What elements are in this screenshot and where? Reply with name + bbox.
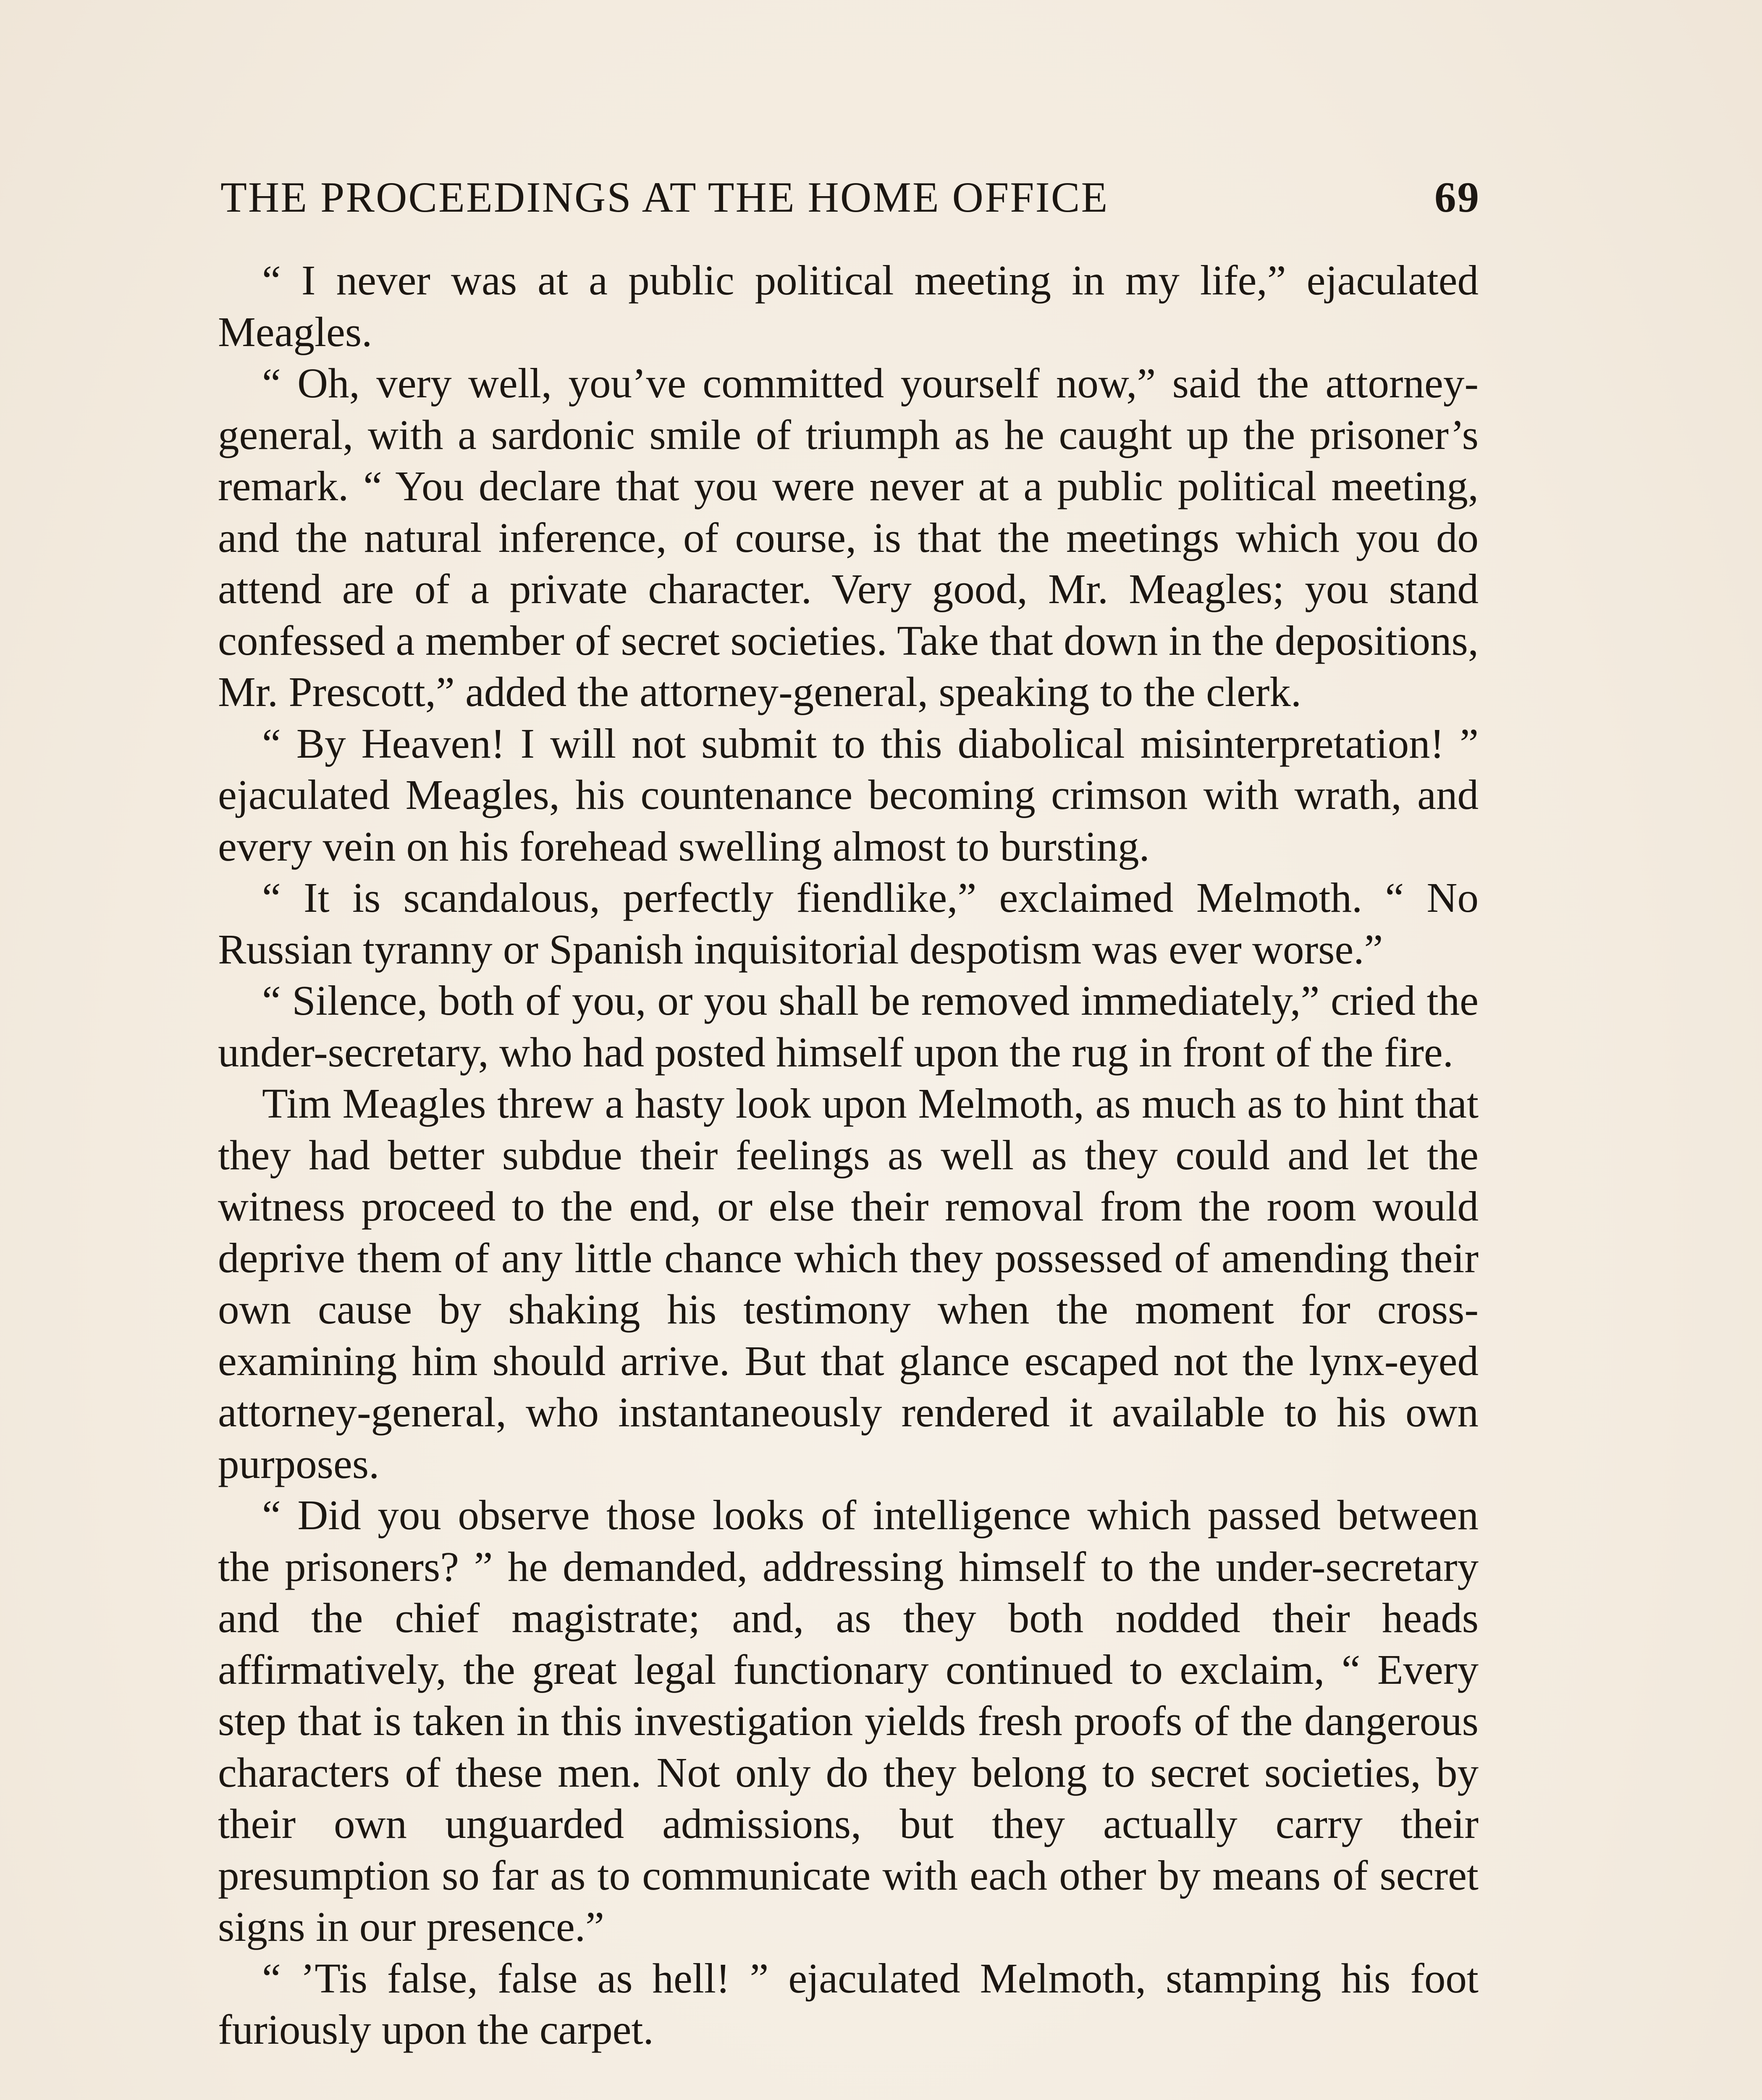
paragraph: Tim Meagles threw a hasty look upon Melmoth, as much as to hint that they had better subdue their feelings as well as they could and let the witness proceed to the end, or else their removal from the room would deprive them of any little chance which they possessed of amending their own cause by shaking his testimony when the moment for cross-examining him should arrive. But that glance escaped not the lynx-eyed attorney-general, who instantaneously rendered it available to his own purposes.: [218, 1080, 1479, 1487]
page-number: 69: [1434, 173, 1480, 221]
paragraph: “ Silence, both of you, or you shall be removed immediately,” cried the under-secretary, who had posted himself upon the rug in front of the fire.: [218, 977, 1479, 1076]
paragraph: “ It is scandalous, perfectly fiendlike,” exclaimed Melmoth. “ No Russian tyranny or Spanish inquisitorial despotism was ever worse.”: [218, 874, 1479, 973]
paragraph: “ I never was at a public political meeting in my life,” ejaculated Meagles.: [218, 257, 1479, 355]
body-text: [218, 255, 1479, 2055]
paragraph: “ Oh, very well, you’ve committed yourself now,” said the attorney-general, with a sardonic smile of triumph as he caught up the prisoner’s remark. “ You declare that you were never at a public political meeting, and the natural inference, of course, is that the meetings which you do attend are of a private character. Very good, Mr. Meagles; you stand confessed a member of secret societies. Take that down in the depositions, Mr. Prescott,” added the attorney-general, speaking to the clerk.: [218, 360, 1479, 715]
paragraph: “ By Heaven! I will not submit to this diabolical misinterpretation! ” ejaculated Meagles, his countenance becoming crimson with wrath, and every vein on his forehead swelling almost to bursting.: [218, 719, 1479, 870]
running-head: [220, 166, 1480, 229]
paragraph: “ Did you observe those looks of intelligence which passed between the prisoners? ” he demanded, addressing himself to the under-secretary and the chief magistrate; and, as they both nodded their heads affirmatively, the great legal functionary continued to exclaim, “ Every step that is taken in this investigation yields fresh proofs of the dangerous characters of these men. Not only do they belong to secret societies, by their own unguarded admissions, but they actually carry their presumption so far as to communicate with each other by means of secret signs in our presence.”: [218, 1491, 1479, 1950]
running-title: THE PROCEEDINGS AT THE HOME OFFICE: [220, 173, 1109, 221]
paragraph: “ ’Tis false, false as hell! ” ejaculated Melmoth, stamping his foot furiously upon the carpet.: [218, 1954, 1479, 2053]
